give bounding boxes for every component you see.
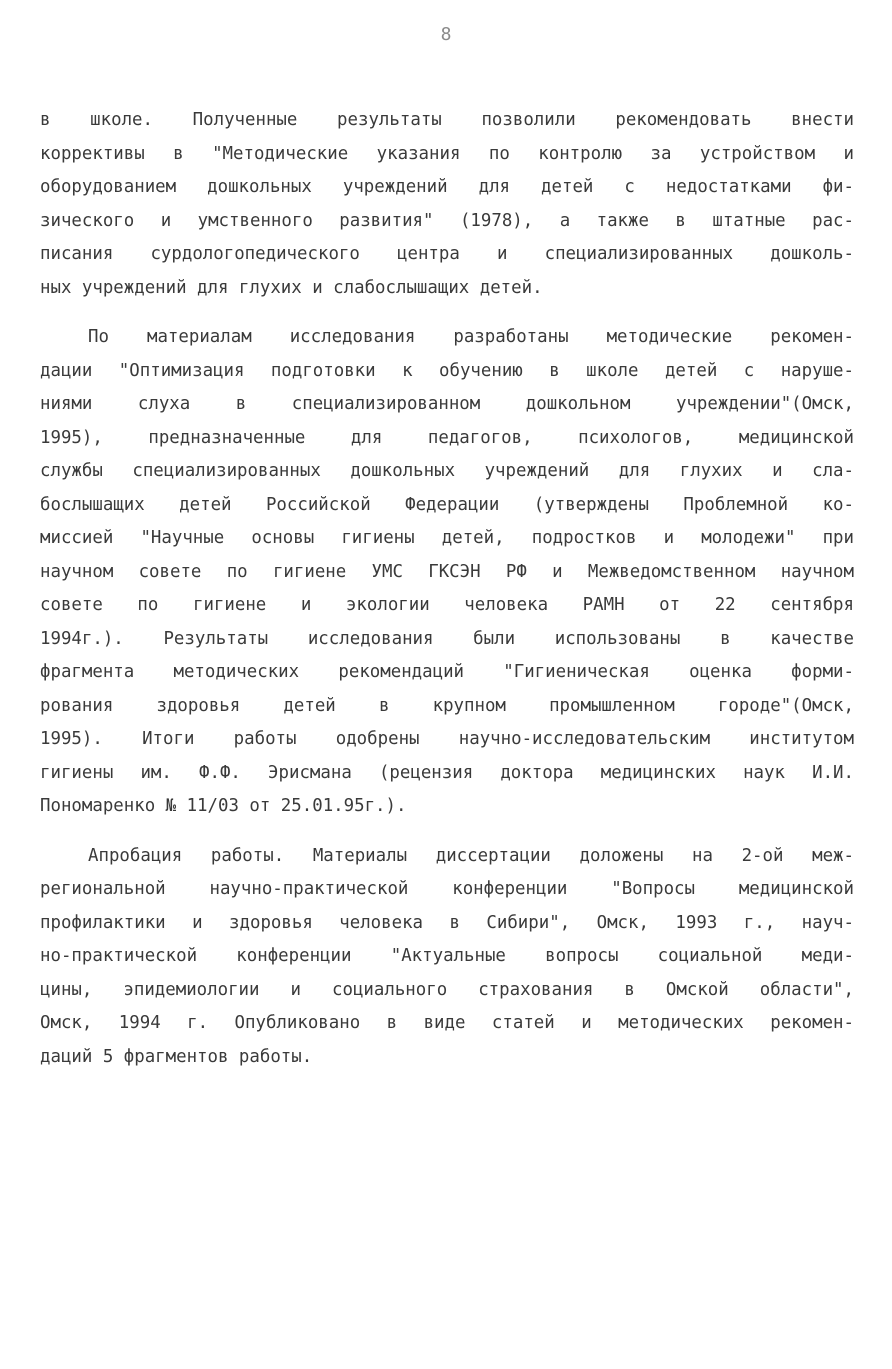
paragraph-line: 1995), предназначенные для педагогов, психологов, медицинской (40, 427, 854, 448)
paragraph-line: Омск, 1994 г. Опубликовано в виде статей и методических рекомен- (40, 1013, 854, 1033)
paragraph-line: службы специализированных дошкольных учреждений для глухих и сла- (40, 461, 854, 481)
paragraph-line: в школе. Полученные результаты позволили рекомендовать внести (40, 110, 854, 130)
paragraph-line: Апробация работы. Материалы диссертации доложены на 2-ой меж- (88, 845, 854, 866)
paragraph-line: 1995). Итоги работы одобрены научно-исследовательским институтом (40, 729, 854, 749)
paragraph-1 (40, 104, 854, 305)
paragraph-3 (40, 840, 854, 1075)
paragraph-line: ных учреждений для глухих и слабослышащих детей. (40, 277, 543, 298)
paragraph-line: региональной научно-практической конференции "Вопросы медицинской (40, 879, 854, 899)
paragraph-line: научном совете по гигиене УМС ГКСЭН РФ и Межведомственном научном (40, 561, 854, 582)
paragraph-line: бослышащих детей Российской Федерации (утверждены Проблемной ко- (40, 494, 854, 515)
paragraph-line: профилактики и здоровья человека в Сибири", Омск, 1993 г., науч- (40, 912, 854, 933)
paragraph-line: зического и умственного развития" (1978), а также в штатные рас- (40, 210, 854, 231)
page-number: 8 (440, 24, 452, 45)
paragraph-line: даций 5 фрагментов работы. (40, 1046, 313, 1067)
paragraph-line: фрагмента методических рекомендаций "Гигиеническая оценка форми- (40, 662, 854, 682)
paragraph-line: писания сурдологопедического центра и специализированных дошколь- (40, 244, 854, 264)
paragraph-line: цины, эпидемиологии и социального страхования в Омской области", (40, 979, 854, 1000)
paragraph-line: рования здоровья детей в крупном промышленном городе"(Омск, (40, 695, 854, 716)
paragraph-line: По материалам исследования разработаны методические рекомен- (88, 327, 854, 347)
paragraph-line: дации "Оптимизация подготовки к обучению в школе детей с наруше- (40, 360, 854, 381)
paragraph-line: Пономаренко № 11/03 от 25.01.95г.). (40, 796, 407, 816)
paragraph-line: совете по гигиене и экологии человека РАМН от 22 сентября (40, 595, 854, 615)
paragraph-line: 1994г.). Результаты исследования были использованы в качестве (40, 628, 854, 649)
paragraph-line: оборудованием дошкольных учреждений для детей с недостатками фи- (40, 177, 854, 197)
paragraph-line: гигиены им. Ф.Ф. Эрисмана (рецензия доктора медицинских наук И.И. (40, 762, 854, 783)
paragraph-line: но-практической конференции "Актуальные вопросы социальной меди- (40, 946, 854, 966)
paragraph-line: миссией "Научные основы гигиены детей, подростков и молодежи" при (40, 528, 854, 548)
document-body (40, 104, 854, 1074)
paragraph-line: коррективы в "Методические указания по контролю за устройством и (40, 143, 854, 164)
paragraph-line: ниями слуха в специализированном дошкольном учреждении"(Омск, (40, 394, 854, 414)
paragraph-2 (40, 321, 854, 824)
